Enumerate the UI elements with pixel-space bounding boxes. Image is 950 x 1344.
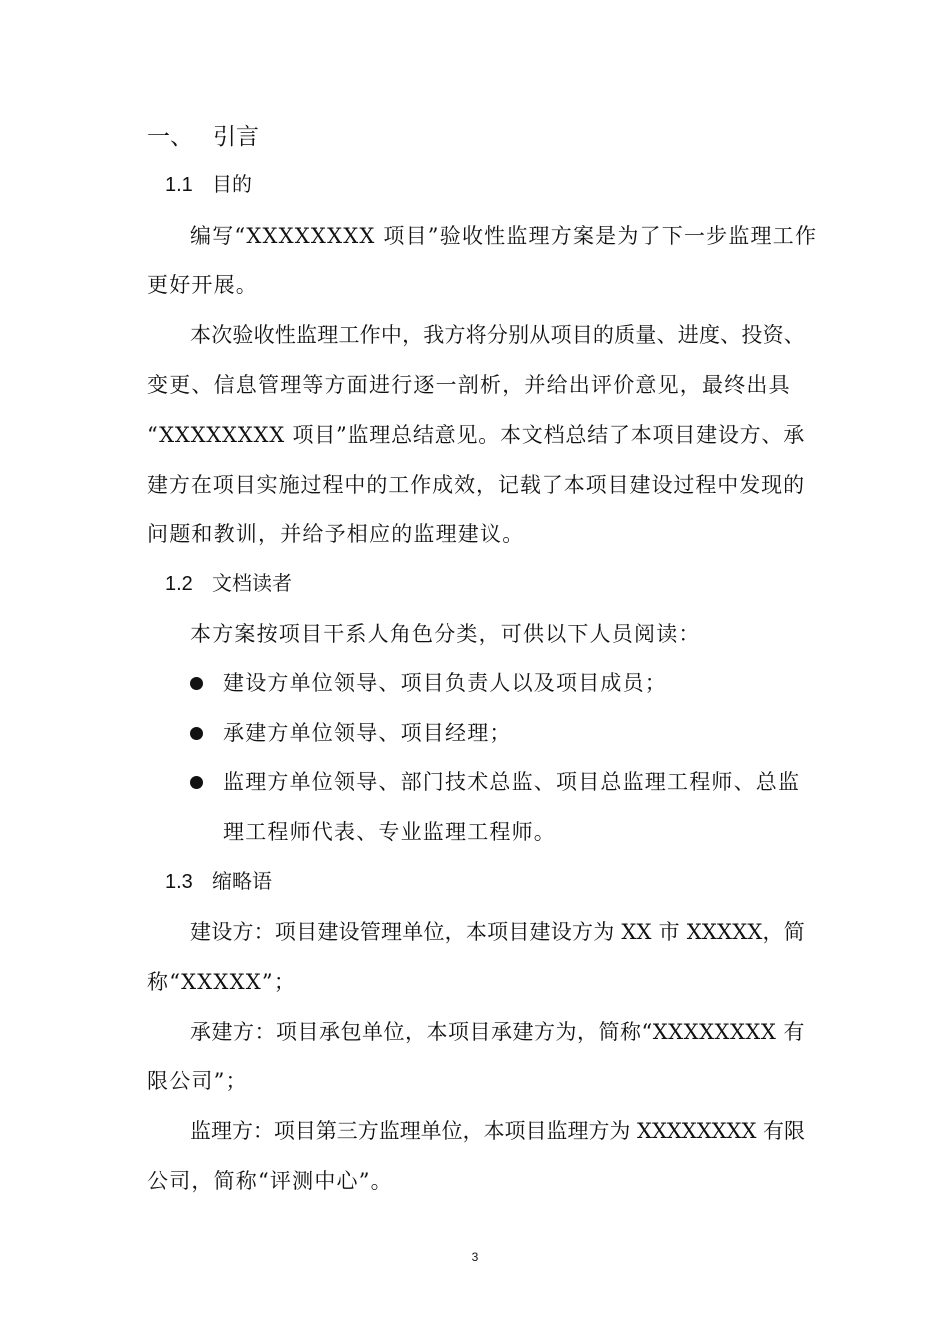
paragraph-line: 问题和教训，并给予相应的监理建议。 [147,522,525,546]
paragraph-line: 建设方：项目建设管理单位，本项目建设方为 XX 市 XXXXX，简 [190,920,805,944]
section-number: 一、 [147,123,193,149]
section-heading-1 [147,120,259,152]
list-item-continuation: 理工程师代表、专业监理工程师。 [223,820,556,844]
list-item-text: 承建方单位领导、项目经理； [223,721,512,745]
paragraph-line: 更好开展。 [147,273,258,297]
paragraph-line: 承建方：项目承包单位，本项目承建方为，简称“XXXXXXXX 有 [190,1020,805,1044]
paragraph-line: 监理方：项目第三方监理单位，本项目监理方为 XXXXXXXX 有限 [190,1119,805,1143]
bullet-icon [190,776,203,789]
paragraph-line: “XXXXXXXX 项目”监理总结意见。本文档总结了本项目建设方、承 [147,423,805,447]
paragraph-line: 限公司”； [147,1069,248,1093]
subsection-number: 1.2 [165,573,193,595]
page-number: 3 [471,1250,479,1264]
list-item-text: 建设方单位领导、项目负责人以及项目成员； [223,671,667,695]
paragraph-line: 变更、信息管理等方面进行逐一剖析，并给出评价意见，最终出具 [147,373,791,397]
subsection-heading-1-3 [165,867,272,897]
subsection-title: 缩略语 [212,871,272,893]
subsection-title: 目的 [212,174,252,196]
bullet-icon [190,727,203,740]
paragraph-line: 本次验收性监理工作中，我方将分别从项目的质量、进度、投资、 [190,323,805,347]
section-title: 引言 [213,123,259,149]
paragraph-line: 本方案按项目干系人角色分类，可供以下人员阅读： [190,622,701,646]
list-item-text: 监理方单位领导、部门技术总监、项目总监理工程师、总监 [223,770,801,794]
paragraph-line: 编写“XXXXXXXX 项目”验收性监理方案是为了下一步监理工作 [190,224,818,248]
paragraph-line: 建方在项目实施过程中的工作成效，记载了本项目建设过程中发现的 [147,473,805,497]
subsection-number: 1.1 [165,174,193,196]
subsection-number: 1.3 [165,871,193,893]
bullet-icon [190,677,203,690]
subsection-title: 文档读者 [212,573,292,595]
paragraph-line: 公司，简称“评测中心”。 [147,1169,393,1193]
subsection-heading-1-1 [165,170,252,200]
subsection-heading-1-2 [165,569,292,599]
paragraph-line: 称“XXXXX”； [147,970,297,994]
